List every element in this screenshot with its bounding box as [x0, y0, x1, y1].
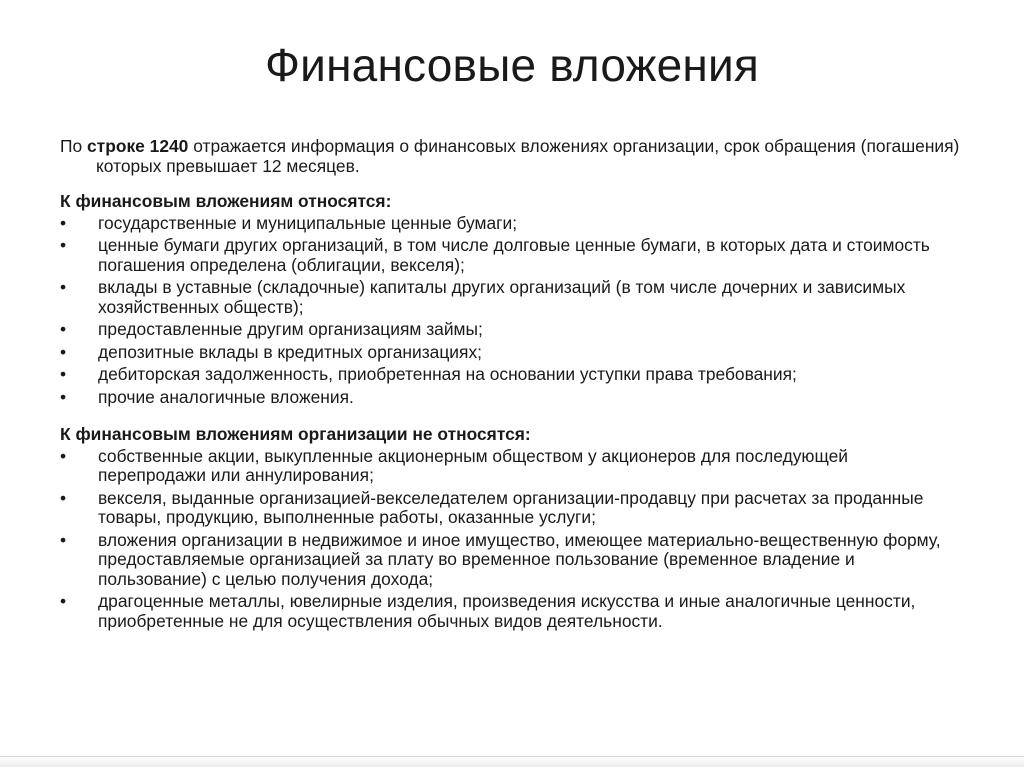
list-item — [60, 489, 960, 528]
intro-paragraph — [60, 137, 960, 176]
list-item-text: дебиторская задолженность, приобретенная на основании уступки права требования; — [98, 364, 797, 384]
list-item-text: ценные бумаги других организаций, в том числе долговые ценные бумаги, в которых дата и стоимость погашения определена (облигации, векселя); — [98, 235, 930, 275]
list-item — [60, 447, 960, 486]
intro-prefix: По — [60, 136, 88, 156]
bullet-icon: • — [60, 319, 67, 339]
list-item — [60, 592, 960, 631]
bullet-icon: • — [60, 341, 67, 362]
bullet-icon: • — [60, 386, 67, 407]
page-title: Финансовые вложения — [265, 39, 759, 91]
list-item — [60, 236, 960, 275]
bullet-icon: • — [60, 212, 67, 233]
list-item-text: депозитные вклады в кредитных организациях; — [98, 341, 482, 362]
list-item — [60, 320, 960, 340]
list-item — [60, 214, 960, 234]
bullet-icon: • — [60, 277, 67, 297]
list-item-text: собственные акции, выкупленные акционерным обществом у акционеров для последующей перепродажи или аннулирования; — [98, 445, 848, 485]
list-item-text: предоставленные другим организациям займы; — [98, 319, 483, 339]
bullet-icon: • — [60, 364, 67, 384]
list-item-text: драгоценные металлы, ювелирные изделия, произведения искусства и иные аналогичные ценности, приобретенные не для осуществления обычных видов деятельности. — [98, 591, 916, 631]
bullet-icon: • — [60, 591, 67, 611]
bullet-icon: • — [60, 529, 67, 550]
list-item — [60, 343, 960, 363]
slide-content — [60, 137, 960, 634]
bullet-icon: • — [60, 235, 67, 255]
list-item — [60, 388, 960, 408]
list-item — [60, 278, 960, 317]
included-heading: К финансовым вложениям относятся: — [60, 191, 392, 211]
intro-suffix: отражается информация о финансовых вложениях организации, срок обращения (погашения) которых превышает 12 месяцев. — [96, 136, 960, 176]
list-item-text: государственные и муниципальные ценные бумаги; — [98, 212, 518, 233]
list-item-text: векселя, выданные организацией-векселедателем организации-продавцу при расчетах за проданные товары, продукцию, выполненные работы, оказанные услуги; — [98, 487, 924, 527]
included-list — [60, 214, 960, 408]
bullet-icon: • — [60, 445, 67, 466]
intro-highlight: строке 1240 — [87, 136, 189, 156]
excluded-list — [60, 447, 960, 632]
list-item — [60, 365, 960, 385]
list-item — [60, 531, 960, 590]
excluded-heading: К финансовым вложениям организации не относятся: — [60, 424, 531, 444]
bullet-icon: • — [60, 487, 67, 508]
list-item-text: вложения организации в недвижимое и иное имущество, имеющее материально-вещественную форму, предоставляемые организацией за плату во временное пользование (временное владение и пользование) с целью получения дохода; — [98, 529, 941, 589]
list-item-text: вклады в уставные (складочные) капиталы других организаций (в том числе дочерних и зависимых хозяйственных обществ); — [98, 277, 906, 317]
list-item-text: прочие аналогичные вложения. — [98, 386, 354, 407]
